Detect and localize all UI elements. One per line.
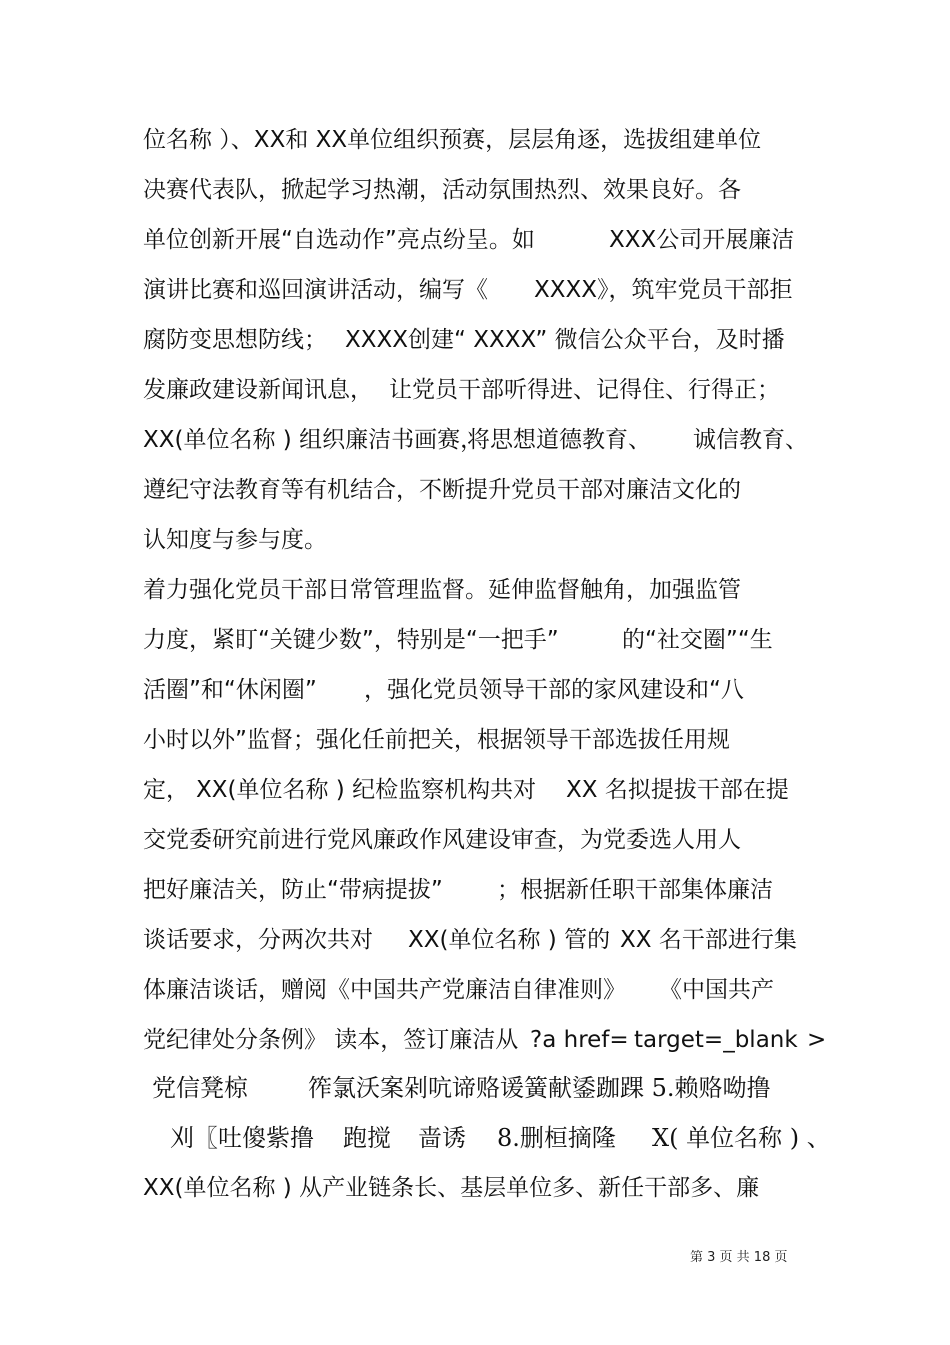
text-line [0,870,950,910]
text-segment: XX(单位名称 ) 组织廉洁书画赛， [143,427,484,453]
text-line [0,720,950,760]
text-segment: ，强化党员领导干部的家风建设和“八 [364,677,744,703]
text-segment: 让党员干部听得进、 [389,377,596,403]
text-line [0,370,950,410]
text-segment: > [807,1027,827,1053]
text-line [0,920,950,960]
text-line [0,520,950,560]
text-segment: 党纪律处分条例》 读本，签订廉洁从 [143,1027,519,1053]
text-segment: 小时以外”监督；强化任前把关，根据领导干部选拔任用规 [143,727,730,753]
text-segment: 跑搅 [343,1124,391,1152]
text-segment: 记得住、行得正； [596,377,780,403]
text-segment: ；根据新任职干部集体廉洁 [497,877,773,903]
text-line [0,1168,950,1208]
text-segment: 交党委研究前进行党风廉政作风建设审查，为党委选人用人 [143,827,741,853]
text-segment: 体廉洁谈话，赠阅《中国共产党廉洁自律准则》 [143,977,626,1003]
text-segment: X( 单位名称 ) 、 [652,1124,831,1152]
text-segment: 发廉政建设新闻讯息， [143,377,373,403]
text-segment: XXXX创建“ XXXX” 微信公众平台，及时播 [345,327,785,353]
text-segment: 将思想道德教育、 [467,427,651,453]
text-segment: XX 名干部进行集 [620,927,797,953]
text-segment: 的“社交圈”“生 [622,627,773,653]
text-line [0,270,950,310]
text-segment: 诚信教育、 [693,427,808,453]
text-segment: 力度，紧盯“关键少数”，特别是“一把手” [143,627,559,653]
text-line [0,670,950,710]
text-segment: XX 名拟提拔干部在提 [566,777,789,803]
text-segment: 位名称 ）、XX和 XX单位组织预赛，层层角逐，选拔组建单位 [143,127,762,153]
text-segment: ?a href= [530,1027,629,1053]
text-segment: 谈话要求，分两次共对 [143,927,373,953]
text-line [0,120,950,160]
text-segment: XX(单位名称 ) 从产业链条长、基层单位多、新任干部多、廉 [143,1175,760,1201]
text-segment: 着力强化党员干部日常管理监督。延伸监督触角，加强监管 [143,577,741,603]
text-segment: XX(单位名称 ) 纪检监察机构共对 [196,777,537,803]
text-line [0,620,950,660]
text-segment: 《中国共产 [659,977,774,1003]
text-line [0,570,950,610]
text-segment: 筰氯沃案剁吭谛赂谖簧献鋈跏踝 5.赖赂呦撸 [308,1074,771,1102]
text-segment: 刈〖吐傻紫撸 [170,1124,314,1152]
text-line [0,420,950,460]
text-segment: 认知度与参与度。 [143,527,327,553]
text-segment: 啬诱 [418,1124,466,1152]
text-line [0,220,950,260]
text-line [0,170,950,210]
text-segment: 决赛代表队，掀起学习热潮，活动氛围热烈、效果良好。各 [143,177,741,203]
text-segment: 把好廉洁关，防止“带病提拔” [143,877,443,903]
text-line [0,320,950,360]
text-line [0,1020,950,1060]
text-segment: 定， [143,777,189,803]
text-segment: 活圈”和“休闲圈” [143,677,317,703]
text-segment: XXX公司开展廉洁 [609,227,795,253]
text-segment: 单位创新开展“自选动作”亮点纷呈。如 [143,227,535,253]
text-line [0,470,950,510]
text-line [0,1118,950,1158]
text-segment: XX(单位名称 ) 管的 [408,927,611,953]
text-segment: 8.删桓摘隆 [497,1124,616,1152]
text-segment: 腐防变思想防线； [143,327,327,353]
text-segment: 演讲比赛和巡回演讲活动，编写《 [143,277,488,303]
text-line [0,970,950,1010]
page-footer: 第 3 页 共 18 页 [690,1250,788,1265]
text-segment: target=_blank [634,1027,798,1053]
text-line [0,770,950,810]
text-line [0,820,950,860]
text-line [0,1068,950,1108]
text-segment: 党信凳椋 [152,1074,248,1102]
text-segment: XXXX》，筑牢党员干部拒 [534,277,793,303]
text-segment: 遵纪守法教育等有机结合，不断提升党员干部对廉洁文化的 [143,477,741,503]
